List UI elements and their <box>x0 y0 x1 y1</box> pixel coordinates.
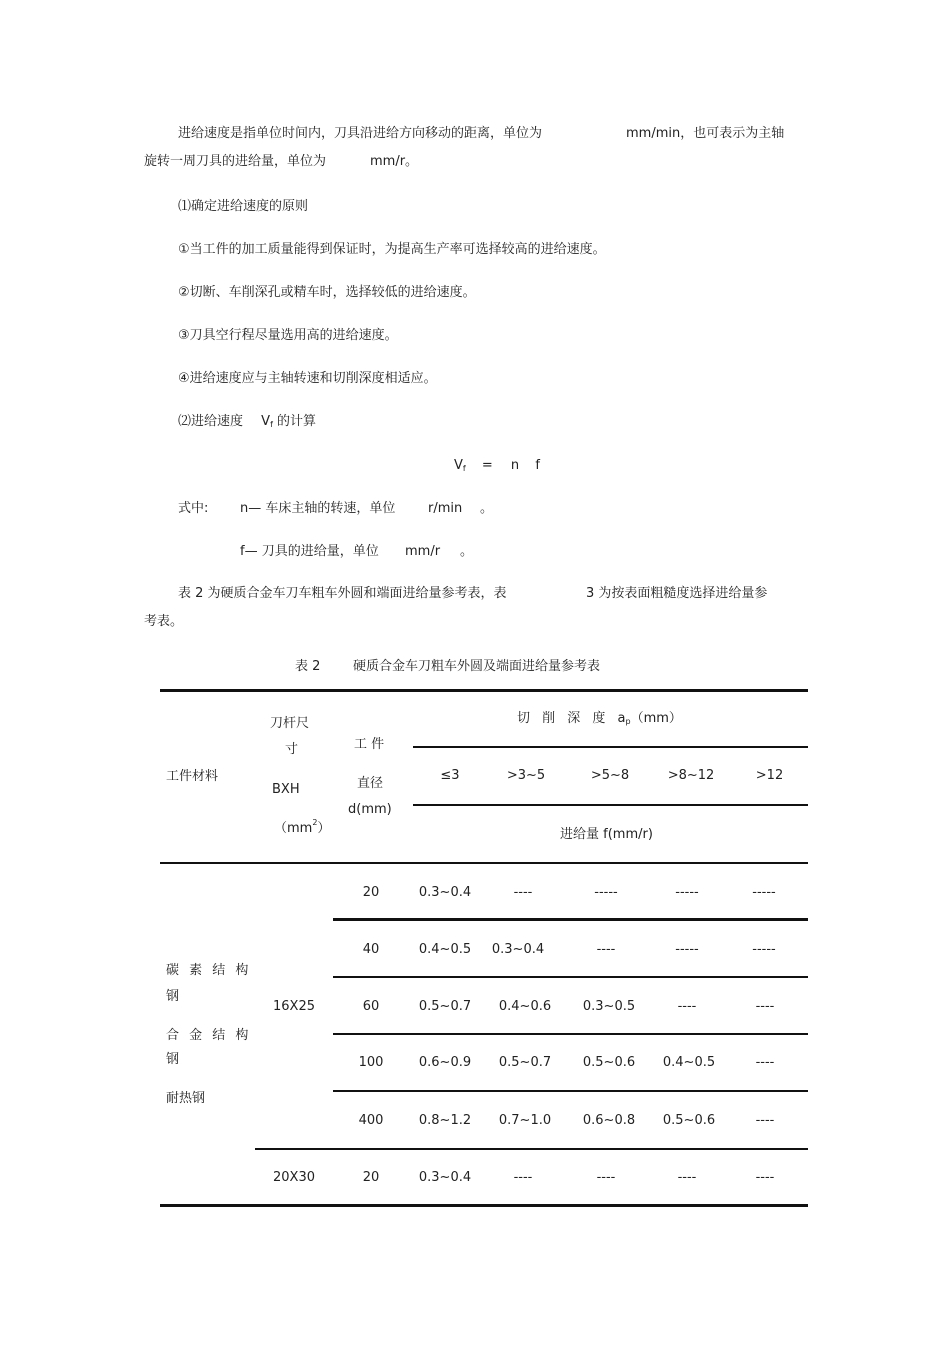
row-rule-3 <box>333 1033 808 1035</box>
row-6-cell-5: ---- <box>755 1170 775 1185</box>
formula-equals: = <box>481 458 493 473</box>
table-top-rule <box>160 689 808 692</box>
heading-calculation-text: ⑵进给速度 <box>178 414 244 429</box>
table-caption-title: 硬质合金车刀粗车外圆及端面进给量参考表 <box>353 659 601 674</box>
where-f: f— 刀具的进给量，单位 <box>240 544 379 559</box>
header-tool-size-2: 寸 <box>285 742 299 757</box>
table-caption-number: 表 2 <box>295 659 321 674</box>
row-6-diameter: 20 <box>362 1170 380 1185</box>
paragraph-1-line-2a: 旋转一周刀具的进给量，单位为 <box>144 154 327 169</box>
heading-calculation-subscript: f <box>270 420 273 429</box>
row-5-cell-2: 0.7~1.0 <box>498 1113 552 1128</box>
where-n-end: 。 <box>480 501 494 516</box>
material-line-4: 钢 <box>166 1052 180 1067</box>
header-material: 工件材料 <box>166 769 219 784</box>
where-n: n— 车床主轴的转速，单位 <box>240 501 396 516</box>
material-line-3: 合 金 结 构 <box>166 1028 252 1043</box>
paragraph-1-line-1a: 进给速度是指单位时间内，刀具沿进给方向移动的距离，单位为 <box>178 126 543 141</box>
row-rule-1 <box>333 918 808 921</box>
formula-n: n <box>510 458 520 473</box>
header-depth-subscript: p <box>625 717 631 726</box>
row-6-cell-2: ---- <box>513 1170 533 1185</box>
table-bottom-rule <box>160 1204 808 1207</box>
paragraph-1-line-2b: mm/r。 <box>370 154 419 169</box>
header-tool-size-3: BXH <box>272 782 300 797</box>
header-tool-size-unit: （mm <box>274 821 313 836</box>
header-feed: 进给量 f(mm/r) <box>560 827 653 842</box>
where-label: 式中: <box>178 501 209 516</box>
row-rule-2 <box>333 976 808 978</box>
header-tool-size-close: ） <box>317 821 331 836</box>
row-3-diameter: 60 <box>362 999 380 1014</box>
row-2-diameter: 40 <box>362 942 380 957</box>
header-work-3: d(mm) <box>348 802 392 817</box>
paragraph-3-line-1a: 表 2 为硬质合金车刀车粗车外圆和端面进给量参考表，表 <box>178 586 507 601</box>
material-line-1: 碳 素 结 构 <box>166 963 252 978</box>
rule-1: ①当工件的加工质量能得到保证时，为提高生产率可选择较高的进给速度。 <box>178 242 606 257</box>
material-line-5: 耐热钢 <box>166 1091 206 1106</box>
formula-v: V <box>454 458 463 473</box>
header-tool-size-1: 刀杆尺 <box>270 716 310 731</box>
row-5-cell-3: 0.6~0.8 <box>582 1113 636 1128</box>
header-depth <box>517 712 682 726</box>
row-3-cell-2: 0.4~0.6 <box>498 999 552 1014</box>
header-work-1: 工 件 <box>354 737 385 752</box>
row-4-cell-1: 0.6~0.9 <box>418 1055 472 1070</box>
where-f-unit: mm/r <box>405 544 441 559</box>
where-n-unit: r/min <box>428 501 463 516</box>
row-6-cell-1: 0.3~0.4 <box>418 1170 472 1185</box>
row-rule-5 <box>255 1148 808 1150</box>
row-2-cell-5: ----- <box>752 942 776 957</box>
row-5-cell-5: ---- <box>755 1113 775 1128</box>
row-1-diameter: 20 <box>362 885 380 900</box>
depth-range-1: ≤3 <box>440 768 460 783</box>
row-1-cell-3: ----- <box>594 885 618 900</box>
tool-size-2: 20X30 <box>273 1170 315 1185</box>
row-1-cell-1: 0.3~0.4 <box>418 885 472 900</box>
row-4-cell-4: 0.4~0.5 <box>662 1055 716 1070</box>
header-range-rule <box>413 804 808 806</box>
row-3-cell-3: 0.3~0.5 <box>582 999 636 1014</box>
row-2-cell-4: ----- <box>675 942 699 957</box>
depth-range-3: >5~8 <box>590 768 630 783</box>
header-work-2: 直径 <box>357 776 384 791</box>
rule-3: ③刀具空行程尽量选用高的进给速度。 <box>178 328 398 343</box>
row-4-cell-3: 0.5~0.6 <box>582 1055 636 1070</box>
heading-principles: ⑴确定进给速度的原则 <box>178 199 309 214</box>
row-5-cell-1: 0.8~1.2 <box>418 1113 472 1128</box>
row-3-cell-4: ---- <box>677 999 697 1014</box>
row-5-diameter: 400 <box>358 1113 384 1128</box>
header-tool-size-superscript: 2 <box>312 818 318 827</box>
row-4-cell-5: ---- <box>755 1055 775 1070</box>
heading-calculation-suffix: 的计算 <box>277 414 317 429</box>
row-1-cell-5: ----- <box>752 885 776 900</box>
row-2-cell-2: 0.3~0.4 <box>491 942 545 957</box>
rule-4: ④进给速度应与主轴转速和切削深度相适应。 <box>178 371 437 386</box>
row-2-cell-1: 0.4~0.5 <box>418 942 472 957</box>
heading-calculation <box>178 415 316 429</box>
row-1-cell-2: ---- <box>513 885 533 900</box>
rule-2: ②切断、车削深孔或精车时，选择较低的进给速度。 <box>178 285 476 300</box>
paragraph-3-line-1b: 3 为按表面粗糙度选择进给量参 <box>586 586 768 601</box>
row-4-cell-2: 0.5~0.7 <box>498 1055 552 1070</box>
paragraph-1-line-1b: mm/min，也可表示为主轴 <box>626 126 785 141</box>
tool-size-1: 16X25 <box>273 999 315 1014</box>
row-6-cell-4: ---- <box>677 1170 697 1185</box>
header-tool-size-4 <box>274 818 331 836</box>
row-3-cell-1: 0.5~0.7 <box>418 999 472 1014</box>
row-6-cell-3: ---- <box>596 1170 616 1185</box>
formula-f: f <box>535 458 540 473</box>
depth-range-4: >8~12 <box>667 768 715 783</box>
formula-v-subscript: f <box>462 464 466 473</box>
row-2-cell-3: ---- <box>596 942 616 957</box>
row-rule-4 <box>333 1090 808 1092</box>
formula <box>454 459 540 473</box>
where-f-end: 。 <box>460 544 474 559</box>
row-4-diameter: 100 <box>358 1055 384 1070</box>
row-3-cell-5: ---- <box>755 999 775 1014</box>
header-depth-unit: （mm） <box>630 711 682 726</box>
heading-calculation-symbol: V <box>261 414 271 429</box>
paragraph-3-line-2: 考表。 <box>144 614 184 629</box>
row-1-cell-4: ----- <box>675 885 699 900</box>
depth-range-5: >12 <box>755 768 784 783</box>
material-line-2: 钢 <box>166 989 180 1004</box>
depth-range-2: >3~5 <box>506 768 546 783</box>
header-depth-rule <box>413 746 808 748</box>
header-depth-text: 切 削 深 度 a <box>517 711 626 726</box>
header-bottom-rule <box>160 862 808 864</box>
row-5-cell-4: 0.5~0.6 <box>662 1113 716 1128</box>
